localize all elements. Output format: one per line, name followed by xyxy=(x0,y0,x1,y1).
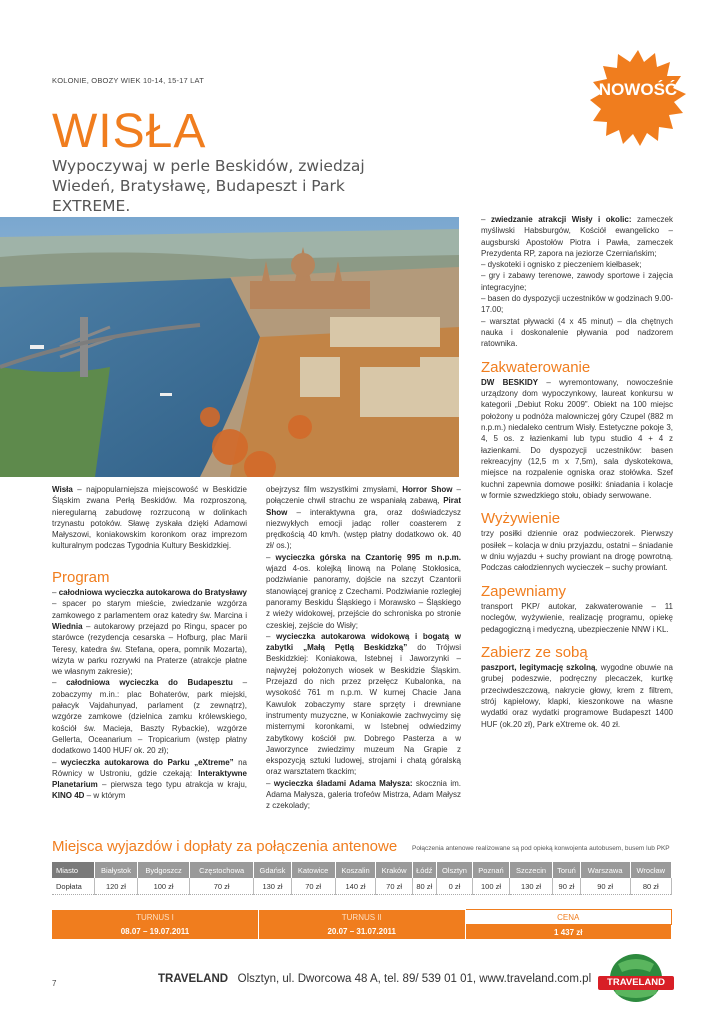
departures-heading: Miejsca wyjazdów i dopłaty za połączenia antenowe xyxy=(52,838,398,855)
price-cell: 100 zł xyxy=(138,878,190,895)
column-3: – zwiedzanie atrakcji Wisły i okolic: zameczek myśliwski Habsburgów, Kościół ewangelicko – augsburski Apostołów Piotra i Pawła, zameczek Prezydenta RP, zapora na jeziorze Czerniańskim; – dyskoteki i ognisko z pieczeniem kiełbasek; – gry i zabawy terenowe, zawody sportowe i zajęcia integracyjne; – basen do dyspozycji uczestników w godzinach 9.00-17.00; – warsztat pływacki (4 x 45 minut) – dla chętnych nauka i doskonalenie pływania pod nadzorem ratownika. Zakwaterowanie DW BESKIDY – wyremontowany, nowocześnie urządzony dom wypoczynkowy, laureat konkursu w kategorii „Debiut Roku 2009”. Obiekt na 100 miejsc położony u podnóża malowniczej góry Czupel (882 m n.p.m.) niedaleko centrum Wisły. Estetyczne pokoje 3, 4, 5 os. z łazienkami lub typu studio 4 + 4 z łazienkami. Do dyspozycji uczestników: basen rekreacyjny (12,5 m x 7,5m), sala dyskotekowa, miejsce na rozpalenie ogniska oraz stołówka. Szef kuchni zapewnia domowe posiłki: śniadania i kolacje w formie szwedzkiego stołu, obiady serwowane. Wyżywienie trzy posiłki dziennie oraz podwieczorek. Pierwszy posiłek – kolacja w dniu przyjazdu, ostatni – śniadanie w dniu wyjazdu + suchy prowiant na drogę powrotną. Podczas całodziennych wycieczek – suchy prowiant. Zapewniamy transport PKP/ autokar, zakwaterowanie – 11 noclegów, wyżywienie, realizację programu, opiekę pedagogiczną i medyczną, ubezpieczenie NNW i KL. Zabierz ze sobą paszport, legitymację szkolną, wygodne obuwie na grubej podeszwie, podręczny plecaczek, kurtkę przeciwdeszczową, nakrycie głowy, krem z filtrem, strój kąpielowy, klapki, kieszonkowe na własne wydatki oraz wydatki programowe Budapeszt 1400 HUF (ok.20 zł), Park eXtreme ok. 40 zł. xyxy=(481,215,674,729)
program-cont-1c: – interaktywna gra, oraz doświadczysz niezwykłych emocji jadąc roller coasterem z prędkością 40 km/h. (wstęp płatny dodatkowo ok. 40 zł/ os.); xyxy=(266,507,461,551)
city-cell: Warszawa xyxy=(580,862,630,878)
meals-heading: Wyżywienie xyxy=(481,510,561,528)
program-item-3-lead: wycieczka autokarowa do Parku „eXtreme” xyxy=(60,757,234,767)
program-cont-1-lead: Horror Show xyxy=(402,485,453,494)
city-cell: Częstochowa xyxy=(190,862,254,878)
price-cell: 130 zł xyxy=(254,878,291,895)
city-cell: Łódź xyxy=(412,862,436,878)
intro-lead: Wisła xyxy=(52,485,73,494)
bring-lead: paszport, legitymację szkolną xyxy=(481,663,596,673)
meals-text: trzy posiłki dziennie oraz podwieczorek. Pierwszy posiłek – kolacja w dniu przyjazdu, ostatni – śniadanie w dniu wyjazdu + suchy prowiant na drogę powrotną. Podczas całodziennych wycieczek – suchy prowiant. xyxy=(481,529,673,573)
city-cell: Olsztyn xyxy=(436,862,472,878)
city-cell: Gdańsk xyxy=(254,862,291,878)
included-heading: Zapewniamy xyxy=(481,582,567,600)
turnus-2-dates: 20.07 – 31.07.2011 xyxy=(259,925,466,940)
footer-address: Olsztyn, ul. Dworcowa 48 A, tel. 89/ 539 01 01, www.traveland.com.pl xyxy=(237,973,592,985)
program-heading: Program xyxy=(52,568,110,586)
program-item-3-lead3: KINO 4D xyxy=(52,791,85,801)
price-cell: 80 zł xyxy=(412,878,436,895)
program-item-2-lead: całodniowa wycieczka do Budapesztu xyxy=(66,678,233,688)
city-cell: Koszalin xyxy=(335,862,376,878)
program-item-1b: – autokarowy przejazd po Ringu, spacer po starówce (rezydencja cesarska – Hofburg, plac Marii Teresy, katedra św. Stefana, opera, pomnik Mozarta), wizyta w parku rozrywki na Praterze (atrakcje płatne we własnym zakresie); xyxy=(52,621,247,677)
program-cont-1b: – połączenie chwil strachu ze wspaniałą zabawą, xyxy=(266,485,461,506)
turnus-1-label: TURNUS I xyxy=(52,910,259,925)
program-item-5-lead: wycieczka autokarowa widokową i bogatą w zabytki „Małą Pętlą Beskidzką” xyxy=(266,631,461,653)
price-cell: 140 zł xyxy=(335,878,376,895)
footer-contact xyxy=(158,973,591,985)
new-badge xyxy=(588,48,688,148)
row-label-city: Miasto xyxy=(52,862,94,878)
page-title: WISŁA xyxy=(52,105,207,158)
price-cell: 0 zł xyxy=(436,878,472,895)
city-cell: Toruń xyxy=(553,862,581,878)
price-cell: 130 zł xyxy=(509,878,552,895)
program-item-3: na Równicy w Ustroniu, gdzie czekają: xyxy=(52,757,247,778)
departures-note: Połączenia antenowe realizowane są pod opieką konwojenta autobusem, busem lub PKP xyxy=(412,845,670,852)
table-row xyxy=(52,878,672,895)
program-item-4: wjazd 4-os. kolejką linową na Polanę Stokłosica, podziwianie panoramy, dojście na szczyt Czantorii stanowiącej granicę z Czechami. Podziwianie rozległej panoramy Beskidu Śląskiego i Morawsko – Śląskiego z wieży widokowej, przejście do schroniska po stronie czeskiej, zejście do Wisły; xyxy=(266,564,461,630)
program-item-2: – zobaczymy m.in.: plac Bohaterów, park miejski, pałacyk Vajdahunyad, parlament (z zewnątrz), wzgórze zamkowe (dzielnica zamku królewskiego, kościół św. Macieja, Baszty Rybackie), wzgórze Gellerta, Oceanarium – Tropicarium (wstęp płatny dodatkowo 1400 HUF/ ok. 20 zł); xyxy=(52,678,248,756)
turnus-table xyxy=(52,909,672,939)
table-row xyxy=(52,862,672,878)
price-cell: 100 zł xyxy=(473,878,510,895)
bring-text: , wygodne obuwie na grubej podeszwie, podręczny plecaczek, kurtkę przeciwdeszczową, nakrycie głowy, krem z filtrem, strój kąpielowy, klapki, kieszonkowe na własne wydatki oraz wydatki programowe Budapeszt 1400 HUF (ok.20 zł), Park eXtreme ok. 40 zł. xyxy=(481,663,673,729)
program-item-5: do Trójwsi Beskidzkiej: Koniakowa, Istebnej i Jaworzynki – najwyżej położonych wiosek w Beskidzie Śląskim. Przejazd do nich przez przełęcz Kubalonka, na wysokość 761 m n.p.m. W kurnej Chacie Jana Kawulok zobaczymy stare sprzęty i drewniane instrumenty muzyczne, w Koniakowie zachwycimy się misternymi koronkami, w Istebnej odwiedzimy zabytkowy kościół pw. Dobrego Pasterza a w Jaworzynce zwiedzimy muzeum Na Grapie z ekspozycją sztuki ludowej, strojami i chatą góralską oraz warsztatem tkackim; xyxy=(266,643,462,777)
program-item-4-lead: wycieczka górska na Czantorię 995 m n.p.m. xyxy=(275,552,462,562)
program-item-3-lead2: Interaktywne Planetarium xyxy=(52,768,247,790)
intro-text: – najpopularniejsza miejscowość w Beskidzie Śląskim zwana Perłą Beskidów. Ma rozproszoną, nieregularną zabudowę rozrzuconą w dolinkach trzynastu potoków. Sławę zyskała dzięki Adamowi Małyszowi, koniakowskim koronkom oraz imprezom kulturalnym podczas Tygodnia Kultury Beskidzkiej. xyxy=(52,485,247,551)
table-row xyxy=(52,925,672,940)
row-label-price: Dopłata xyxy=(52,878,94,895)
accommodation-heading: Zakwaterowanie xyxy=(481,358,591,376)
accommodation-text: – wyremontowany, nowocześnie urządzony dom wypoczynkowy, laureat konkursu w kategorii „Debiut Roku 2009”. Obiekt na 100 miejsc położony u podnóża malowniczej góry Czupel (882 m n.p.m.) niedaleko centrum Wisły. Estetyczne pokoje 3, 4, 5 os. z łazienkami lub typu studio 4 + 4 z łazienkami. Do dyspozycji uczestników: basen rekreacyjny (12,5 m x 7,5m), sala dyskotekowa, miejsce na rozpalenie ogniska oraz stołówka. Szef kuchni zapewnia domowe posiłki: śniadania i kolacje w formie szwedzkiego stołu, obiady serwowane. xyxy=(481,377,673,500)
city-cell: Katowice xyxy=(291,862,335,878)
page-subtitle: Wypoczywaj w perle Beskidów, zwiedzaj Wiedeń, Bratysławę, Budapeszt i Park EXTREME. xyxy=(52,157,365,215)
city-cell: Szczecin xyxy=(509,862,552,878)
city-cell: Białystok xyxy=(94,862,137,878)
new-badge-label: NOWOŚĆ xyxy=(598,80,678,99)
price-cell: 70 zł xyxy=(291,878,335,895)
program-item-6-lead: wycieczka śladami Adama Małysza: xyxy=(273,778,413,788)
price-value: 1 437 zł xyxy=(465,925,672,940)
price-cell: 70 zł xyxy=(376,878,412,895)
budapest-photo xyxy=(0,217,459,477)
city-cell: Bydgoszcz xyxy=(138,862,190,878)
price-cell: 90 zł xyxy=(580,878,630,895)
price-cell: 80 zł xyxy=(630,878,671,895)
column-1: Wisła – najpopularniejsza miejscowość w Beskidzie Śląskim zwana Perłą Beskidów. Ma rozproszoną, nieregularną zabudowę rozrzuconą w dolinkach trzynastu potoków. Sławę zyskała dzięki Adamowi Małyszowi, koniakowskim koronkom oraz imprezom kulturalnym podczas Tygodnia Kultury Beskidzkiej. Program – całodniowa wycieczka autokarowa do Bratysławy – spacer po starym mieście, zwiedzanie wzgórza zamkowego z parlamentem oraz katedry św. Marcina i Wiednia – autokarowy przejazd po Ringu, spacer po starówce (rezydencja cesarska – Hofburg, plac Marii Teresy, katedra św. Stefana, opera, pomnik Mozarta), wizyta w parku rozrywki na Praterze (atrakcje płatne we własnym zakresie); – całodniowa wycieczka do Budapesztu – zobaczymy m.in.: plac Bohaterów, park miejski, pałacyk Vajdahunyad, parlament (z zewnątrz), wzgórze zamkowe (dzielnica zamku królewskiego, kościół św. Macieja, Baszty Rybackie), wzgórze Gellerta, Oceanarium – Tropicarium (wstęp płatny dodatkowo 1400 HUF/ ok. 20 zł); – wycieczka autokarowa do Parku „eXtreme” na Równicy w Ustroniu, gdzie czekają: Interaktywne Planetarium – pierwsza tego typu atrakcja w kraju, KINO 4D – w którym xyxy=(52,485,248,801)
logo-text: TRAVELAND xyxy=(607,977,665,988)
category-tag: KOLONIE, OBOZY WIEK 10-14, 15-17 LAT xyxy=(52,76,204,85)
traveland-logo xyxy=(596,950,676,1010)
table-row xyxy=(52,910,672,925)
footer-brand-name: TRAVELAND xyxy=(158,973,229,985)
program-item-3b: – pierwsza tego typu atrakcja w kraju, xyxy=(97,780,247,790)
activity-disco: – dyskoteki i ognisko z pieczeniem kiełbasek; xyxy=(481,260,642,270)
program-cont-1: obejrzysz film wszystkimi zmysłami, xyxy=(266,485,403,494)
program-item-1-lead: całodniowa wycieczka autokarowa do Bratysławy xyxy=(58,588,248,598)
activity-pool: – basen do dyspozycji uczestników w godzinach 9.00-17.00; xyxy=(481,294,673,315)
program-item-6: skocznia im. Adama Małysza, galeria trofeów Mistrza, Adam Małysz z czekolady; xyxy=(266,778,462,811)
city-cell: Kraków xyxy=(376,862,412,878)
price-cell: 70 zł xyxy=(190,878,254,895)
accommodation-lead: DW BESKIDY xyxy=(481,377,539,387)
price-label: CENA xyxy=(465,910,672,925)
departures-table xyxy=(52,862,672,895)
bring-heading: Zabierz ze sobą xyxy=(481,643,588,661)
program-cont-1-lead2: Pirat Show xyxy=(266,496,461,517)
program-item-1: – spacer po starym mieście, zwiedzanie wzgórza zamkowego z parlamentem oraz katedry św. Marcina i xyxy=(52,599,247,620)
budapest-parliament-photo xyxy=(0,217,459,477)
price-cell: 120 zł xyxy=(94,878,137,895)
attractions-lead: zwiedzanie atrakcji Wisły i okolic: xyxy=(490,215,632,224)
activity-swimming: – warsztat pływacki (4 x 45 minut) – dla chętnych nauka i doskonalenie pływania pod nadzorem ratownika. xyxy=(481,316,673,349)
city-cell: Poznań xyxy=(473,862,510,878)
price-cell: 90 zł xyxy=(553,878,581,895)
attractions-text: zameczek myśliwski Habsburgów, Kościół ewangelicko – augsburski Apostołów Piotra i Pawła, zameczek Prezydenta RP, zapora na jeziorze Czerniańskim; xyxy=(481,215,674,258)
city-cell: Wrocław xyxy=(630,862,671,878)
column-2: obejrzysz film wszystkimi zmysłami, Horror Show – połączenie chwil strachu ze wspaniałą zabawą, Pirat Show – interaktywna gra, oraz doświadczysz niezwykłych emocji jadąc roller coasterem z prędkością 40 km/h. (wstęp płatny dodatkowo ok. 40 zł/ os.); – wycieczka górska na Czantorię 995 m n.p.m. wjazd 4-os. kolejką linową na Polanę Stokłosica, podziwianie panoramy, dojście na szczyt Czantorii stanowiącej granicę z Czechami. Podziwianie rozległej panoramy Beskidu Śląskiego i Morawsko – Śląskiego z wieży widokowej, przejście do schroniska po stronie czeskiej, zejście do Wisły; – wycieczka autokarowa widokową i bogatą w zabytki „Małą Pętlą Beskidzką” do Trójwsi Beskidzkiej: Koniakowa, Istebnej i Jaworzynki – najwyżej położonych wiosek w Beskidzie Śląskim. Przejazd do nich przez przełęcz Kubalonka, na wysokość 761 m n.p.m. W kurnej Chacie Jana Kawulok zobaczymy stare sprzęty i drewniane instrumenty muzyczne, w Koniakowie zachwycimy się misternymi koronkami, w Istebnej odwiedzimy zabytkowy kościół pw. Dobrego Pasterza a w Jaworzynce zwiedzimy muzeum Na Grapie z ekspozycją sztuki ludowej, strojami i chatą góralską oraz warsztatem tkackim; – wycieczka śladami Adama Małysza: skocznia im. Adama Małysza, galeria trofeów Mistrza, Adam Małysz z czekolady; xyxy=(266,485,462,811)
included-text: transport PKP/ autokar, zakwaterowanie – 11 noclegów, wyżywienie, realizację programu, opiekę pedagogiczną i medyczną, ubezpieczenie NNW i KL. xyxy=(481,601,673,634)
page-number: 7 xyxy=(52,979,57,988)
program-item-3c: – w którym xyxy=(84,791,126,801)
activity-games: – gry i zabawy terenowe, zawody sportowe i zajęcia integracyjne; xyxy=(481,271,673,292)
turnus-2-label: TURNUS II xyxy=(259,910,466,925)
program-item-1-lead2: Wiednia xyxy=(52,621,83,631)
turnus-1-dates: 08.07 – 19.07.2011 xyxy=(52,925,259,940)
